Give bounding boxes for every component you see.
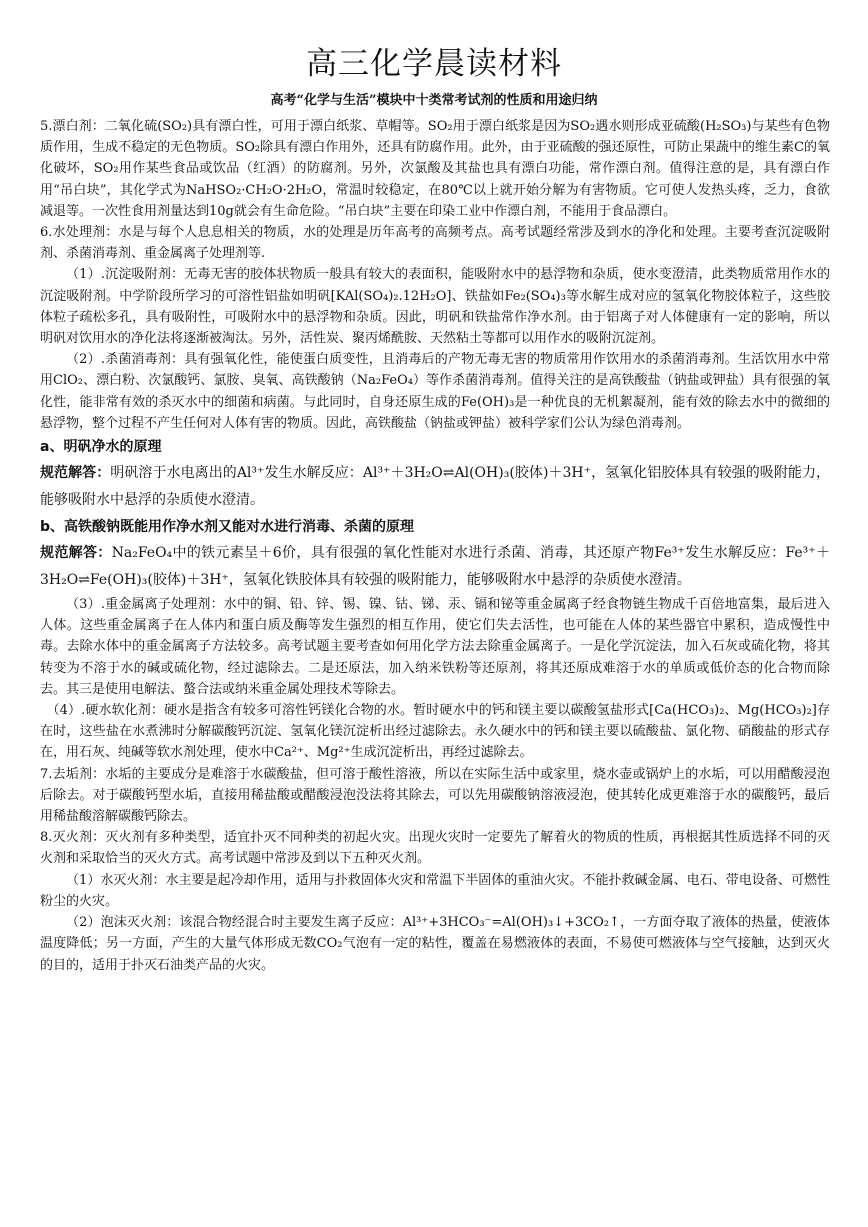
document-title: 高三化学晨读材料 [306,46,562,82]
paragraph-water-extinguisher: （1）水灭火剂：水主要是起冷却作用，适用与扑救固体火灾和常温下半固体的重油火灾。不能扑救碱金属、电石、带电设备、可燃性粉尘的火灾。 [40,872,830,909]
paragraph-heavy-metal: （3）.重金属离子处理剂：水中的铜、铅、锌、锡、镍、钴、锑、汞、镉和铋等重金属离子经食物链生物成千百倍地富集，最后进入人体。这些重金属离子在人体内和蛋白质及酶等发生强烈的相互作用，使它们失去活性，也可能在人体的某些器官中累积，造成慢性中毒。去除水体中的重金属离子方法较多。高考试题主要考查如何用化学方法去除重金属离子。一是化学沉淀法，加入石灰或硫化物，将其转变为不溶于水的碱或硫化物，经过滤除去。二是还原法，加入纳米铁粉等还原剂，将其还原成难溶于水的单质或低价态的化合物而除去。其三是使用电解法、螯合法或纳米重金属处理技术等除去。 [40,597,830,697]
paragraph-water-softener: （4）.硬水软化剂：硬水是指含有较多可溶性钙镁化合物的水。暂时硬水中的钙和镁主要以碳酸氢盐形式[Ca(HCO₃)₂、Mg(HCO₃)₂]存在时，这些盐在水煮沸时分解碳酸钙沉淀、氢氧化镁沉淀析出经过滤除去。永久硬水中的钙和镁主要以硫酸盐、氯化物、硝酸盐的形式存在，用石灰、纯碱等软水剂处理，使水中Ca²⁺、Mg²⁺生成沉淀析出，再经过滤除去。 [40,703,830,761]
paragraph-disinfectant: （2）.杀菌消毒剂：具有强氧化性，能使蛋白质变性，且消毒后的产物无毒无害的物质常用作饮用水的杀菌消毒剂。生活饮用水中常用ClO₂、漂白粉、次氯酸钙、氯胺、臭氧、高铁酸钠（Na₂FeO₄）等作杀菌消毒剂。值得关注的是高铁酸盐（钠盐或钾盐）具有很强的氧化性，能非常有效的杀灭水中的细菌和病菌。与此同时，自身还原生成的Fe(OH)₃是一种优良的无机絮凝剂，能有效的除去水中的微细的悬浮物，整个过程不产生任何对人体有害的物质。因此，高铁酸盐（钠盐或钾盐）被科学家们公认为绿色消毒剂。 [40,352,830,431]
heading-alum-principle: a、明矾净水的原理 [40,439,162,456]
document-body [40,116,830,976]
paragraph-adsorbent: （1）.沉淀吸附剂：无毒无害的胶体状物质一般具有较大的表面积，能吸附水中的悬浮物和杂质，使水变澄清，此类物质常用作水的沉淀吸附剂。中学阶段所学习的可溶性铝盐如明矾[KAl(SO₄)₂.12H₂O]、铁盐如Fe₂(SO₄)₃等水解生成对应的氢氧化物胶体粒子，这些胶体粒子疏松多孔，具有吸附性，可吸附水中的悬浮物和杂质。因此，明矾和铁盐常作净水剂。由于铝离子对人体健康有一定的影响，所以明矾对饮用水的净化法将逐渐被淘汰。另外，活性炭、聚丙烯酰胺、天然粘土等都可以用作水的吸附沉淀剂。 [40,267,830,347]
answer-text: 明矾溶于水电离出的Al³⁺发生水解反应：Al³⁺＋3H₂O⇌Al(OH)₃(胶体)＋3H⁺，氢氧化铝胶体具有较强的吸附能力，能够吸附水中悬浮的杂质使水澄清。 [40,465,831,509]
paragraph-extinguisher: 8.灭火剂：灭火剂有多种类型，适宜扑灭不同种类的初起火灾。出现火灾时一定要先了解着火的物质的性质，再根据其性质选择不同的灭火剂和采取恰当的灭火方式。高考试题中常涉及到以下五种灭火剂。 [40,830,830,867]
paragraph-water-treatment: 6.水处理剂：水是与每个人息息相关的物质，水的处理是历年高考的高频考点。高考试题经常涉及到水的净化和处理。主要考查沉淀吸附剂、杀菌消毒剂、重金属离子处理剂等. [40,225,830,262]
answer-ferrate [40,540,830,594]
answer-text: Na₂FeO₄中的铁元素呈＋6价，具有很强的氧化性能对水进行杀菌、消毒，其还原产物Fe³⁺发生水解反应：Fe³⁺＋3H₂O⇌Fe(OH)₃(胶体)＋3H⁺，氢氧化铁胶体具有较强的吸附能力，能够吸附水中悬浮的杂质使水澄清。 [40,545,830,589]
heading-ferrate-principle: b、高铁酸钠既能用作净水剂又能对水进行消毒、杀菌的原理 [40,519,415,536]
document-subtitle: 高考“化学与生活”模块中十类常考试剂的性质和用途归纳 [270,93,598,108]
answer-label: 规范解答： [40,465,111,482]
answer-label: 规范解答： [40,545,112,562]
answer-alum [40,460,830,514]
paragraph-bleaching-agent: 5.漂白剂：二氧化硫(SO₂)具有漂白性，可用于漂白纸浆、草帽等。SO₂用于漂白纸浆是因为SO₂遇水则形成亚硫酸(H₂SO₃)与某些有色物质作用，生成不稳定的无色物质。SO₂除具有漂白作用外，还具有防腐作用。此外，由于亚硫酸的强还原性，可防止果蔬中的维生素C的氧化破坏，SO₂用作某些食品或饮品（红酒）的防腐剂。另外，次氯酸及其盐也具有漂白功能，常作漂白剂。值得注意的是，具有漂白作用“吊白块”，其化学式为NaHSO₂·CH₂O·2H₂O，常温时较稳定，在80℃以上就开始分解为有害物质。它可使人发热头疼，乏力，食欲减退等。一次性食用剂量达到10g就会有生命危险。“吊白块”主要在印染工业中作漂白剂，不能用于食品漂白。 [40,119,830,219]
paragraph-descaler: 7.去垢剂：水垢的主要成分是难溶于水碳酸盐，但可溶于酸性溶液，所以在实际生活中或家里，烧水壶或锅炉上的水垢，可以用醋酸浸泡后除去。对于碳酸钙型水垢，直接用稀盐酸或醋酸浸泡没法将其除去，可以先用碳酸钠溶液浸泡，使其转化成更难溶于水的碳酸钙，最后用稀盐酸溶解碳酸钙除去。 [40,766,830,825]
paragraph-foam-extinguisher: （2）泡沫灭火剂：该混合物经混合时主要发生离子反应：Al³⁺+3HCO₃⁻=Al(OH)₃↓+3CO₂↑，一方面夺取了液体的热量，使液体温度降低；另一方面，产生的大量气体形成无数CO₂气泡有一定的粘性，覆盖在易燃液体的表面，不易使可燃液体与空气接触，达到灭火的目的，适用于扑灭石油类产品的火灾。 [40,915,830,973]
